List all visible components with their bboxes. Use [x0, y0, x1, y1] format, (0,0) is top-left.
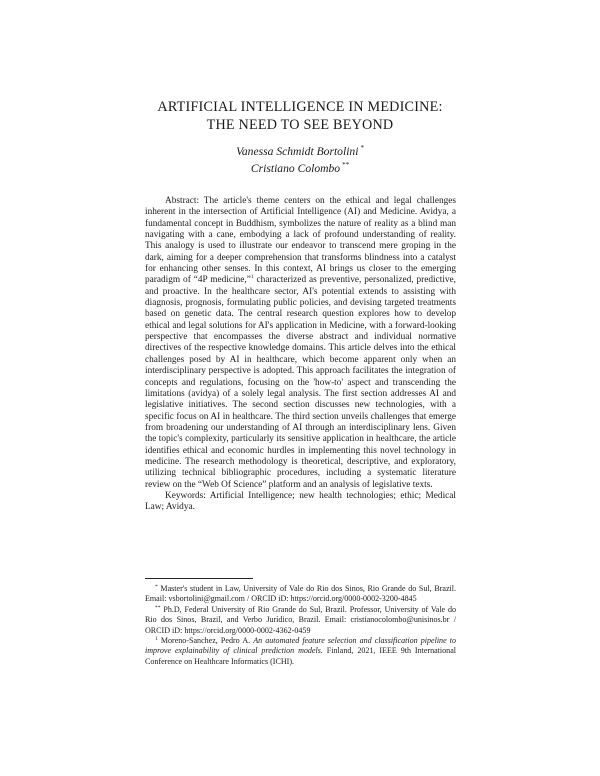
author-name: Vanessa Schmidt Bortolini — [236, 145, 359, 158]
footnote-divider — [145, 578, 253, 579]
footnote-1 — [145, 584, 456, 605]
abstract-text-part-2: characterized as preventive, personalized, predictive, and proactive. In the healthcare sector, AI's potential extends to assisting with diagnosis, prognosis, formulating public policies, and devising targeted treatments based on genetic data. The central research question explores how to develop ethical and legal solutions for AI's application in Medicine, with a forward-looking perspective that encompasses the diverse abstract and individual normative directives of the respective knowledge domains. This article delves into the ethical challenges posed by AI in healthcare, which become apparent only when an interdisciplinary perspective is adopted. This approach facilitates the integration of concepts and regulations, focusing on the 'how-to' aspect and transcending the limitations (avidya) of a solely legal analysis. The first section addresses AI and legislative initiatives. The second section discusses new technologies, with a specific focus on AI in healthcare. The third section unveils challenges that emerge from broadening our understanding of AI through an interdisciplinary lens. Given the topic's complexity, particularly its sensitive application in healthcare, the article identifies ethical and economic hurdles in implementing this novel technology in medicine. The research methodology is theoretical, descriptive, and exploratory, utilizing technical bibliographic procedures, including a systematic literature review on the “Web Of Science” platform and an analysis of legislative texts. — [145, 275, 456, 490]
footnote-mark: 1 — [155, 636, 158, 643]
author-footnote-mark[interactable]: ** — [342, 160, 350, 169]
footnote-italic-title: An automated feature selection and classification pipeline to improve explainability of clinical prediction models. — [145, 636, 456, 656]
footnote-mark: ** — [155, 604, 161, 611]
footnote-text: Master's student in Law, University of Vale do Rio dos Sinos, Rio Grande do Sul, Brazil. Email: vsbortolini@gmail.com / ORCID iD: https://orcid.org/0000-0002-3200-4845 — [145, 584, 456, 604]
author-1 — [0, 142, 600, 159]
footnote-text: Ph.D, Federal University of Rio Grande do Sul, Brazil. Professor, University of Vale do Rio dos Sinos, Brazil, and Verbo Jurídico, Brazil. Email: cristianocolombo@unisinos.br / ORCID iD: https://orcid.org/0000-0002-4362-0459 — [145, 604, 457, 635]
keywords: Keywords: Artificial Intelligence; new health technologies; ethic; Medical Law; Avidya. — [145, 490, 456, 513]
footnote-mark: * — [155, 584, 158, 590]
abstract — [145, 196, 456, 514]
author-footnote-mark[interactable]: * — [360, 144, 364, 152]
footnote-3 — [145, 636, 456, 667]
footnotes — [145, 584, 456, 667]
author-list — [0, 142, 600, 175]
footnote-reference[interactable]: 1 — [250, 274, 254, 281]
author-2 — [0, 159, 600, 176]
footnote-text-after: Finland, 2021, IEEE 9th International Conference on Healthcare Informatics (ICHI). — [145, 646, 456, 666]
abstract-text-part-1: Abstract: The article's theme centers on the ethical and legal challenges inherent in the intersection of Artificial Intelligence (AI) and Medicine. Avidya, a fundamental concept in Buddhism, symbolizes the nature of reality as a blind man navigating with a cane, embodying a lack of profound understanding of reality. This analogy is used to illustrate our endeavor to transcend mere groping in the dark, aiming for a deeper comprehension that transforms blindness into a catalyst for enhancing other senses. In this context, AI brings us closer to the emerging paradigm of “4P medicine,” — [145, 196, 456, 286]
author-name: Cristiano Colombo — [250, 161, 341, 175]
title-line-2: THE NEED TO SEE BEYOND — [206, 117, 394, 133]
footnote-2 — [145, 605, 456, 636]
abstract-paragraph — [145, 196, 456, 491]
footnote-text-before: Moreno-Sanchez, Pedro A. — [160, 636, 254, 646]
title-line-1: ARTIFICIAL INTELLIGENCE IN MEDICINE: — [157, 99, 443, 115]
paper-title — [0, 98, 600, 134]
